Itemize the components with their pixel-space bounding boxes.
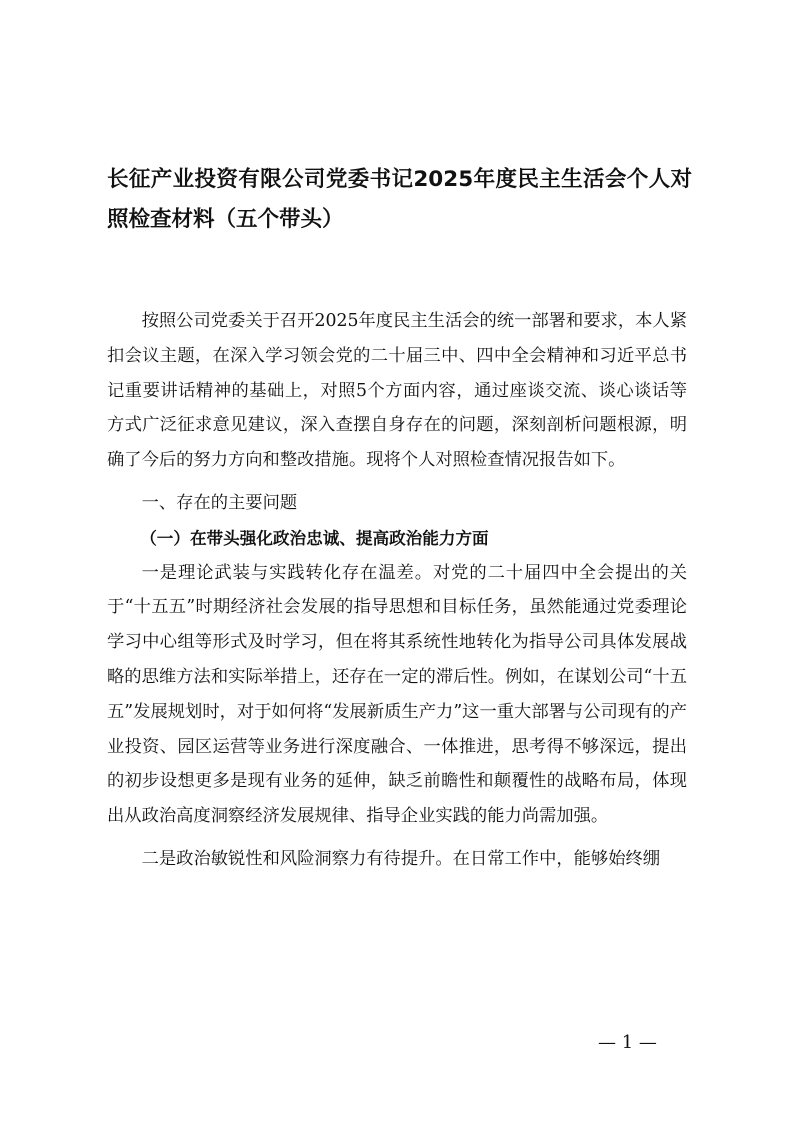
- section-heading: 一、存在的主要问题: [141, 492, 298, 513]
- subsection-heading: （一）在带头强化政治忠诚、提高政治能力方面: [140, 527, 489, 548]
- document-title: 长征产业投资有限公司党委书记2025年度民主生活会个人对照检查材料（五个带头）: [107, 167, 692, 232]
- body-paragraph-1: 一是理论武装与实践转化存在温差。对党的二十届四中全会提出的关于“十五五”时期经济社会发展的指导思想和目标任务，虽然能通过党委理论学习中心组等形式及时学习，但在将其系统性地转化为指导公司具体发展战略的思维方法和实际举措上，还存在一定的滞后性。例如，在谋划公司“十五五”发展规划时，对于如何将“发展新质生产力”这一重大部署与公司现有的产业投资、园区运营等业务进行深度融合、一体推进，思考得不够深远，提出的初步设想更多是现有业务的延伸，缺乏前瞻性和颠覆性的战略布局，体现出从政治高度洞察经济发展规律、指导企业实践的能力尚需加强。: [107, 562, 687, 827]
- paragraph-gap: [107, 478, 687, 486]
- page-number: — 1 —: [598, 1032, 657, 1053]
- intro-paragraph: 按照公司党委关于召开2025年度民主生活会的统一部署和要求，本人紧扣会议主题，在深入学习领会党的二十届三中、四中全会精神和习近平总书记重要讲话精神的基础上，对照5个方面内容，通过座谈交流、谈心谈话等方式广泛征求意见建议，深入查摆自身存在的问题，深刻剖析问题根源，明确了今后的努力方向和整改措施。现将个人对照检查情况报告如下。: [107, 311, 687, 471]
- document-body: [107, 304, 687, 877]
- paragraph-gap: [107, 834, 687, 842]
- body-paragraph-2: 二是政治敏锐性和风险洞察力有待提升。在日常工作中，能够始终绷: [141, 848, 661, 869]
